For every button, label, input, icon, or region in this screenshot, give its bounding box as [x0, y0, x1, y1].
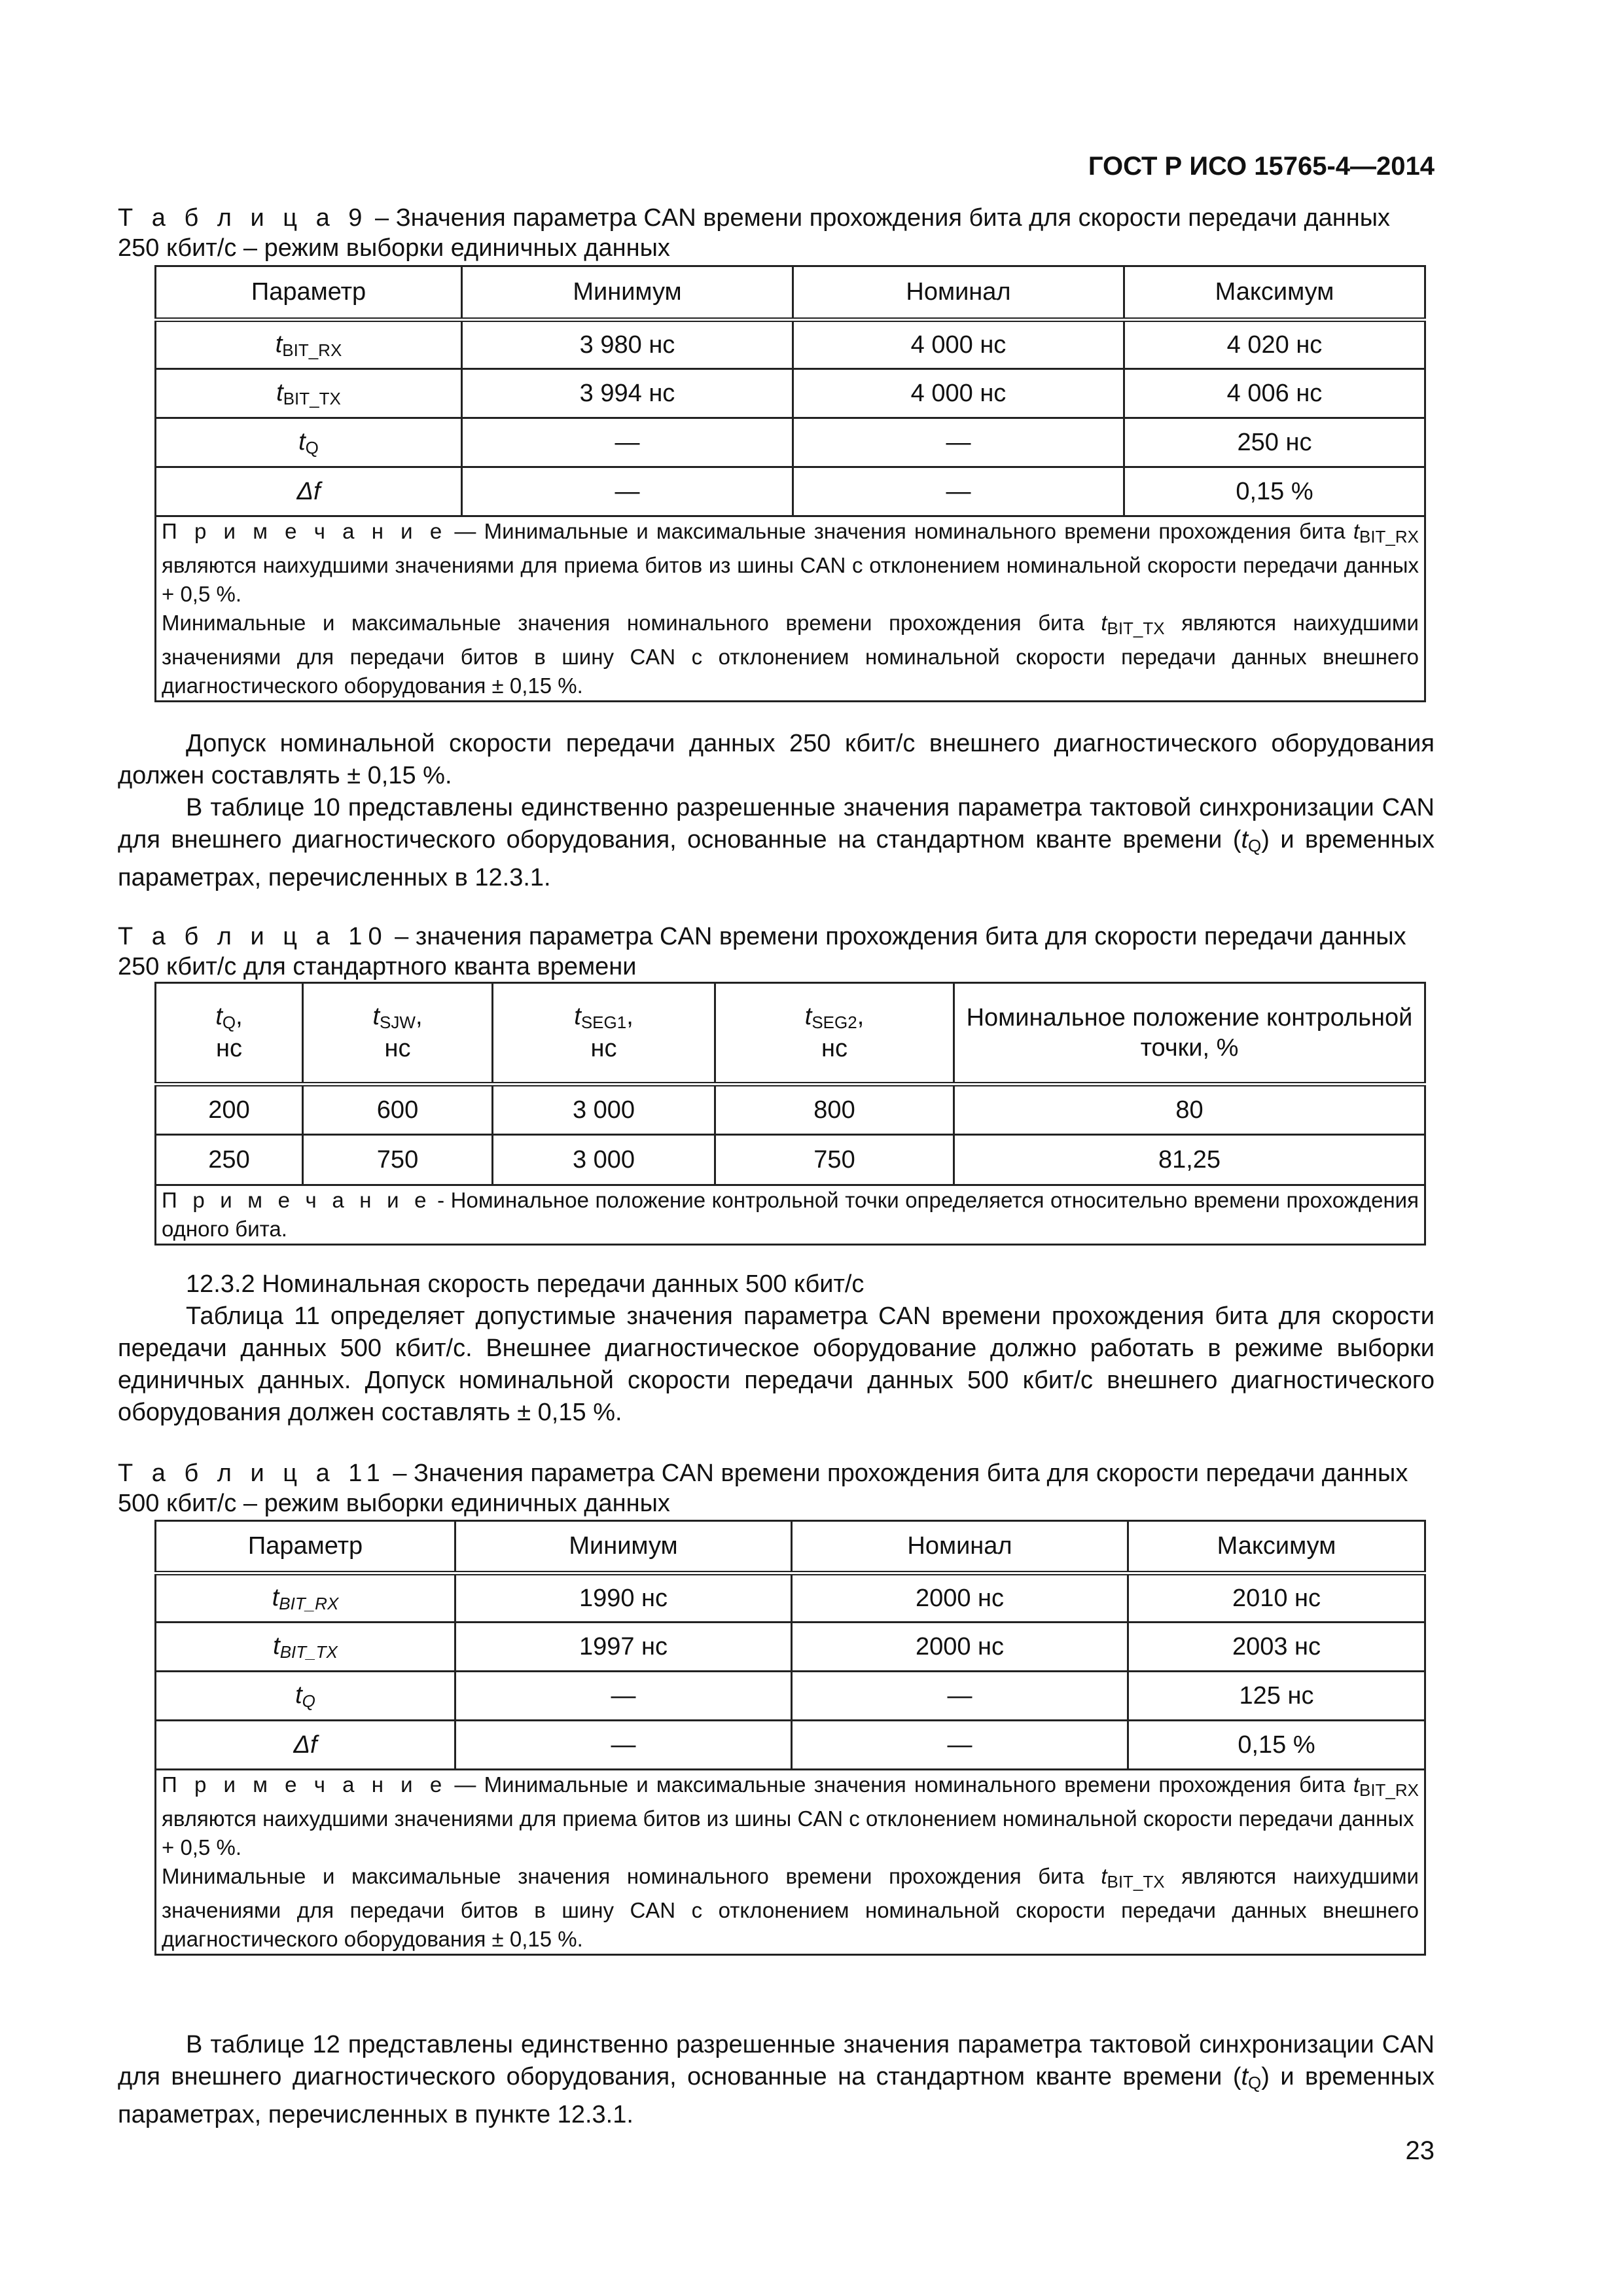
paragraph-table11-intro: Таблица 11 определяет допустимые значения параметра CAN времени прохождения бита для скорости передачи данных 500 кбит/с. Внешнее диагностическое оборудование должно работать в режиме выборки единичных данных. Допуск номинальной скорости передачи данных 500 кбит/с внешнего диагностического оборудования должен составлять ± 0,15 %.: [118, 1302, 1435, 1426]
max-cell: 250 нс: [1124, 418, 1425, 467]
table10-header-tseg1: $t_{SEG1}$, нс: [493, 983, 715, 1085]
nom-cell: —: [793, 418, 1124, 467]
table10-note-row: [156, 1185, 1425, 1245]
param-cell: $t_{BIT\_TX}$: [156, 369, 462, 418]
table-row: [156, 1623, 1425, 1672]
min-cell: 1990 нс: [455, 1573, 792, 1623]
table-cell: 750: [715, 1135, 954, 1185]
table-cell: 3 000: [493, 1085, 715, 1135]
table11-header-max: Максимум: [1128, 1521, 1425, 1573]
table10-header-tsjw: $t_{SJW}$, нс: [303, 983, 493, 1085]
param-cell: $t_{BIT\_TX}$: [156, 1623, 455, 1672]
max-cell: 125 нс: [1128, 1672, 1425, 1721]
param-cell: Δf: [156, 1721, 455, 1770]
table-row: [156, 1721, 1425, 1770]
table-cell: 750: [303, 1135, 493, 1185]
table-row: [156, 1573, 1425, 1623]
table11-note-row: [156, 1770, 1425, 1955]
table-row: [156, 1135, 1425, 1185]
min-cell: —: [455, 1721, 792, 1770]
table10: [154, 982, 1426, 1246]
table11-header-nom: Номинал: [792, 1521, 1128, 1573]
table9-note-row: [156, 516, 1425, 702]
paragraph-tolerance-250: Допуск номинальной скорости передачи данных 250 кбит/с внешнего диагностического оборудования должен составлять ± 0,15 %.: [118, 730, 1435, 789]
table9-caption-text: – Значения параметра CAN времени прохождения бита для скорости передачи данных 250 кбит/с – режим выборки единичных данных: [118, 204, 1391, 262]
min-cell: 1997 нс: [455, 1623, 792, 1672]
min-cell: —: [462, 418, 793, 467]
table9-header-min: Минимум: [462, 266, 793, 320]
param-cell: $t_{BIT\_RX}$: [156, 320, 462, 369]
max-cell: 4 020 нс: [1124, 320, 1425, 369]
table-row: [156, 1085, 1425, 1135]
max-cell: 2010 нс: [1128, 1573, 1425, 1623]
nom-cell: 4 000 нс: [793, 320, 1124, 369]
table-cell: 200: [156, 1085, 303, 1135]
page-number: 23: [1405, 2136, 1435, 2165]
nom-cell: 4 000 нс: [793, 369, 1124, 418]
table11-header-min: Минимум: [455, 1521, 792, 1573]
table-cell: 80: [954, 1085, 1425, 1135]
table9-note: П р и м е ч а н и е — Минимальные и максимальные значения номинального времени прохождения бита $t_{BIT\_RX}$ являются наихудшими значениями для приема битов из шины CAN с отклонением номинальной скорости передачи данных + 0,5 %. Минимальные и максимальные значения номинального времени прохождения бита $t_{BIT\_TX}$ являются наихудшими значениями для передачи битов в шину CAN с отклонением номинальной скорости передачи данных внешнего диагностического оборудования ± 0,15 %.: [156, 516, 1425, 702]
table10-note: П р и м е ч а н и е - Номинальное положение контрольной точки определяется относительно времени прохождения одного бита.: [156, 1185, 1425, 1245]
table11-header-param: Параметр: [156, 1521, 455, 1573]
paragraph-table10-intro: В таблице 10 представлены единственно разрешенные значения параметра тактовой синхронизации CAN для внешнего диагностического оборудования, основанные на стандартном кванте времени $(t_Q)$ и временных параметрах, перечисленных в 12.3.1.: [118, 794, 1435, 891]
table10-caption: [118, 922, 1435, 982]
table11-caption-text: – Значения параметра CAN времени прохождения бита для скорости передачи данных 500 кбит/с – режим выборки единичных данных: [118, 1460, 1408, 1517]
param-cell: $t_Q$: [156, 1672, 455, 1721]
nom-cell: 2000 нс: [792, 1623, 1128, 1672]
table9-header-max: Максимум: [1124, 266, 1425, 320]
table11: [154, 1520, 1426, 1956]
min-cell: 3 994 нс: [462, 369, 793, 418]
note-label: П р и м е ч а н и е: [162, 519, 447, 543]
max-cell: 2003 нс: [1128, 1623, 1425, 1672]
note-label: П р и м е ч а н и е: [162, 1772, 447, 1797]
table11-caption-prefix: Т а б л и ц а 11: [118, 1460, 386, 1487]
param-cell: $t_{BIT\_RX}$: [156, 1573, 455, 1623]
table-cell: 250: [156, 1135, 303, 1185]
max-cell: 0,15 %: [1128, 1721, 1425, 1770]
table-row: [156, 467, 1425, 516]
table10-caption-prefix: Т а б л и ц а 10: [118, 923, 388, 950]
nom-cell: —: [792, 1721, 1128, 1770]
param-cell: Δf: [156, 467, 462, 516]
table9-header-nom: Номинал: [793, 266, 1124, 320]
table10-header-tseg2: $t_{SEG2}$, нс: [715, 983, 954, 1085]
table9-caption: [118, 203, 1435, 263]
min-cell: —: [462, 467, 793, 516]
table9: [154, 265, 1426, 702]
min-cell: —: [455, 1672, 792, 1721]
nom-cell: 2000 нс: [792, 1573, 1128, 1623]
min-cell: 3 980 нс: [462, 320, 793, 369]
nom-cell: —: [793, 467, 1124, 516]
nom-cell: —: [792, 1672, 1128, 1721]
table-row: [156, 1672, 1425, 1721]
table11-caption: [118, 1458, 1435, 1518]
table-cell: 81,25: [954, 1135, 1425, 1185]
table-cell: 600: [303, 1085, 493, 1135]
param-cell: $t_Q$: [156, 418, 462, 467]
paragraph-table12-intro: В таблице 12 представлены единственно разрешенные значения параметра тактовой синхронизации CAN для внешнего диагностического оборудования, основанные на стандартном кванте времени $(t_Q)$ и временных параметрах, перечисленных в пункте 12.3.1.: [118, 2031, 1435, 2128]
table9-header-param: Параметр: [156, 266, 462, 320]
table11-note: П р и м е ч а н и е — Минимальные и максимальные значения номинального времени прохождения бита $t_{BIT\_RX}$ являются наихудшими значениями для приема битов из шины CAN с отклонением номинальной скорости передачи данных + 0,5 %. Минимальные и максимальные значения номинального времени прохождения бита $t_{BIT\_TX}$ являются наихудшими значениями для передачи битов в шину CAN с отклонением номинальной скорости передачи данных внешнего диагностического оборудования ± 0,15 %.: [156, 1770, 1425, 1955]
section-title-12-3-2: 12.3.2 Номинальная скорость передачи данных 500 кбит/с: [186, 1270, 865, 1298]
max-cell: 0,15 %: [1124, 467, 1425, 516]
table10-header-tq: $t_Q$, нс: [156, 983, 303, 1085]
table-cell: 3 000: [493, 1135, 715, 1185]
standard-header: ГОСТ Р ИСО 15765-4—2014: [1088, 152, 1435, 181]
note-label: П р и м е ч а н и е: [162, 1188, 431, 1212]
table-cell: 800: [715, 1085, 954, 1135]
table9-caption-prefix: Т а б л и ц а 9: [118, 204, 368, 232]
table-row: [156, 369, 1425, 418]
table10-caption-text: – значения параметра CAN времени прохождения бита для скорости передачи данных 250 кбит/с для стандартного кванта времени: [118, 923, 1406, 980]
max-cell: 4 006 нс: [1124, 369, 1425, 418]
table-row: [156, 320, 1425, 369]
table-row: [156, 418, 1425, 467]
table10-header-sample-point: Номинальное положение контрольной точки, %: [954, 983, 1425, 1085]
